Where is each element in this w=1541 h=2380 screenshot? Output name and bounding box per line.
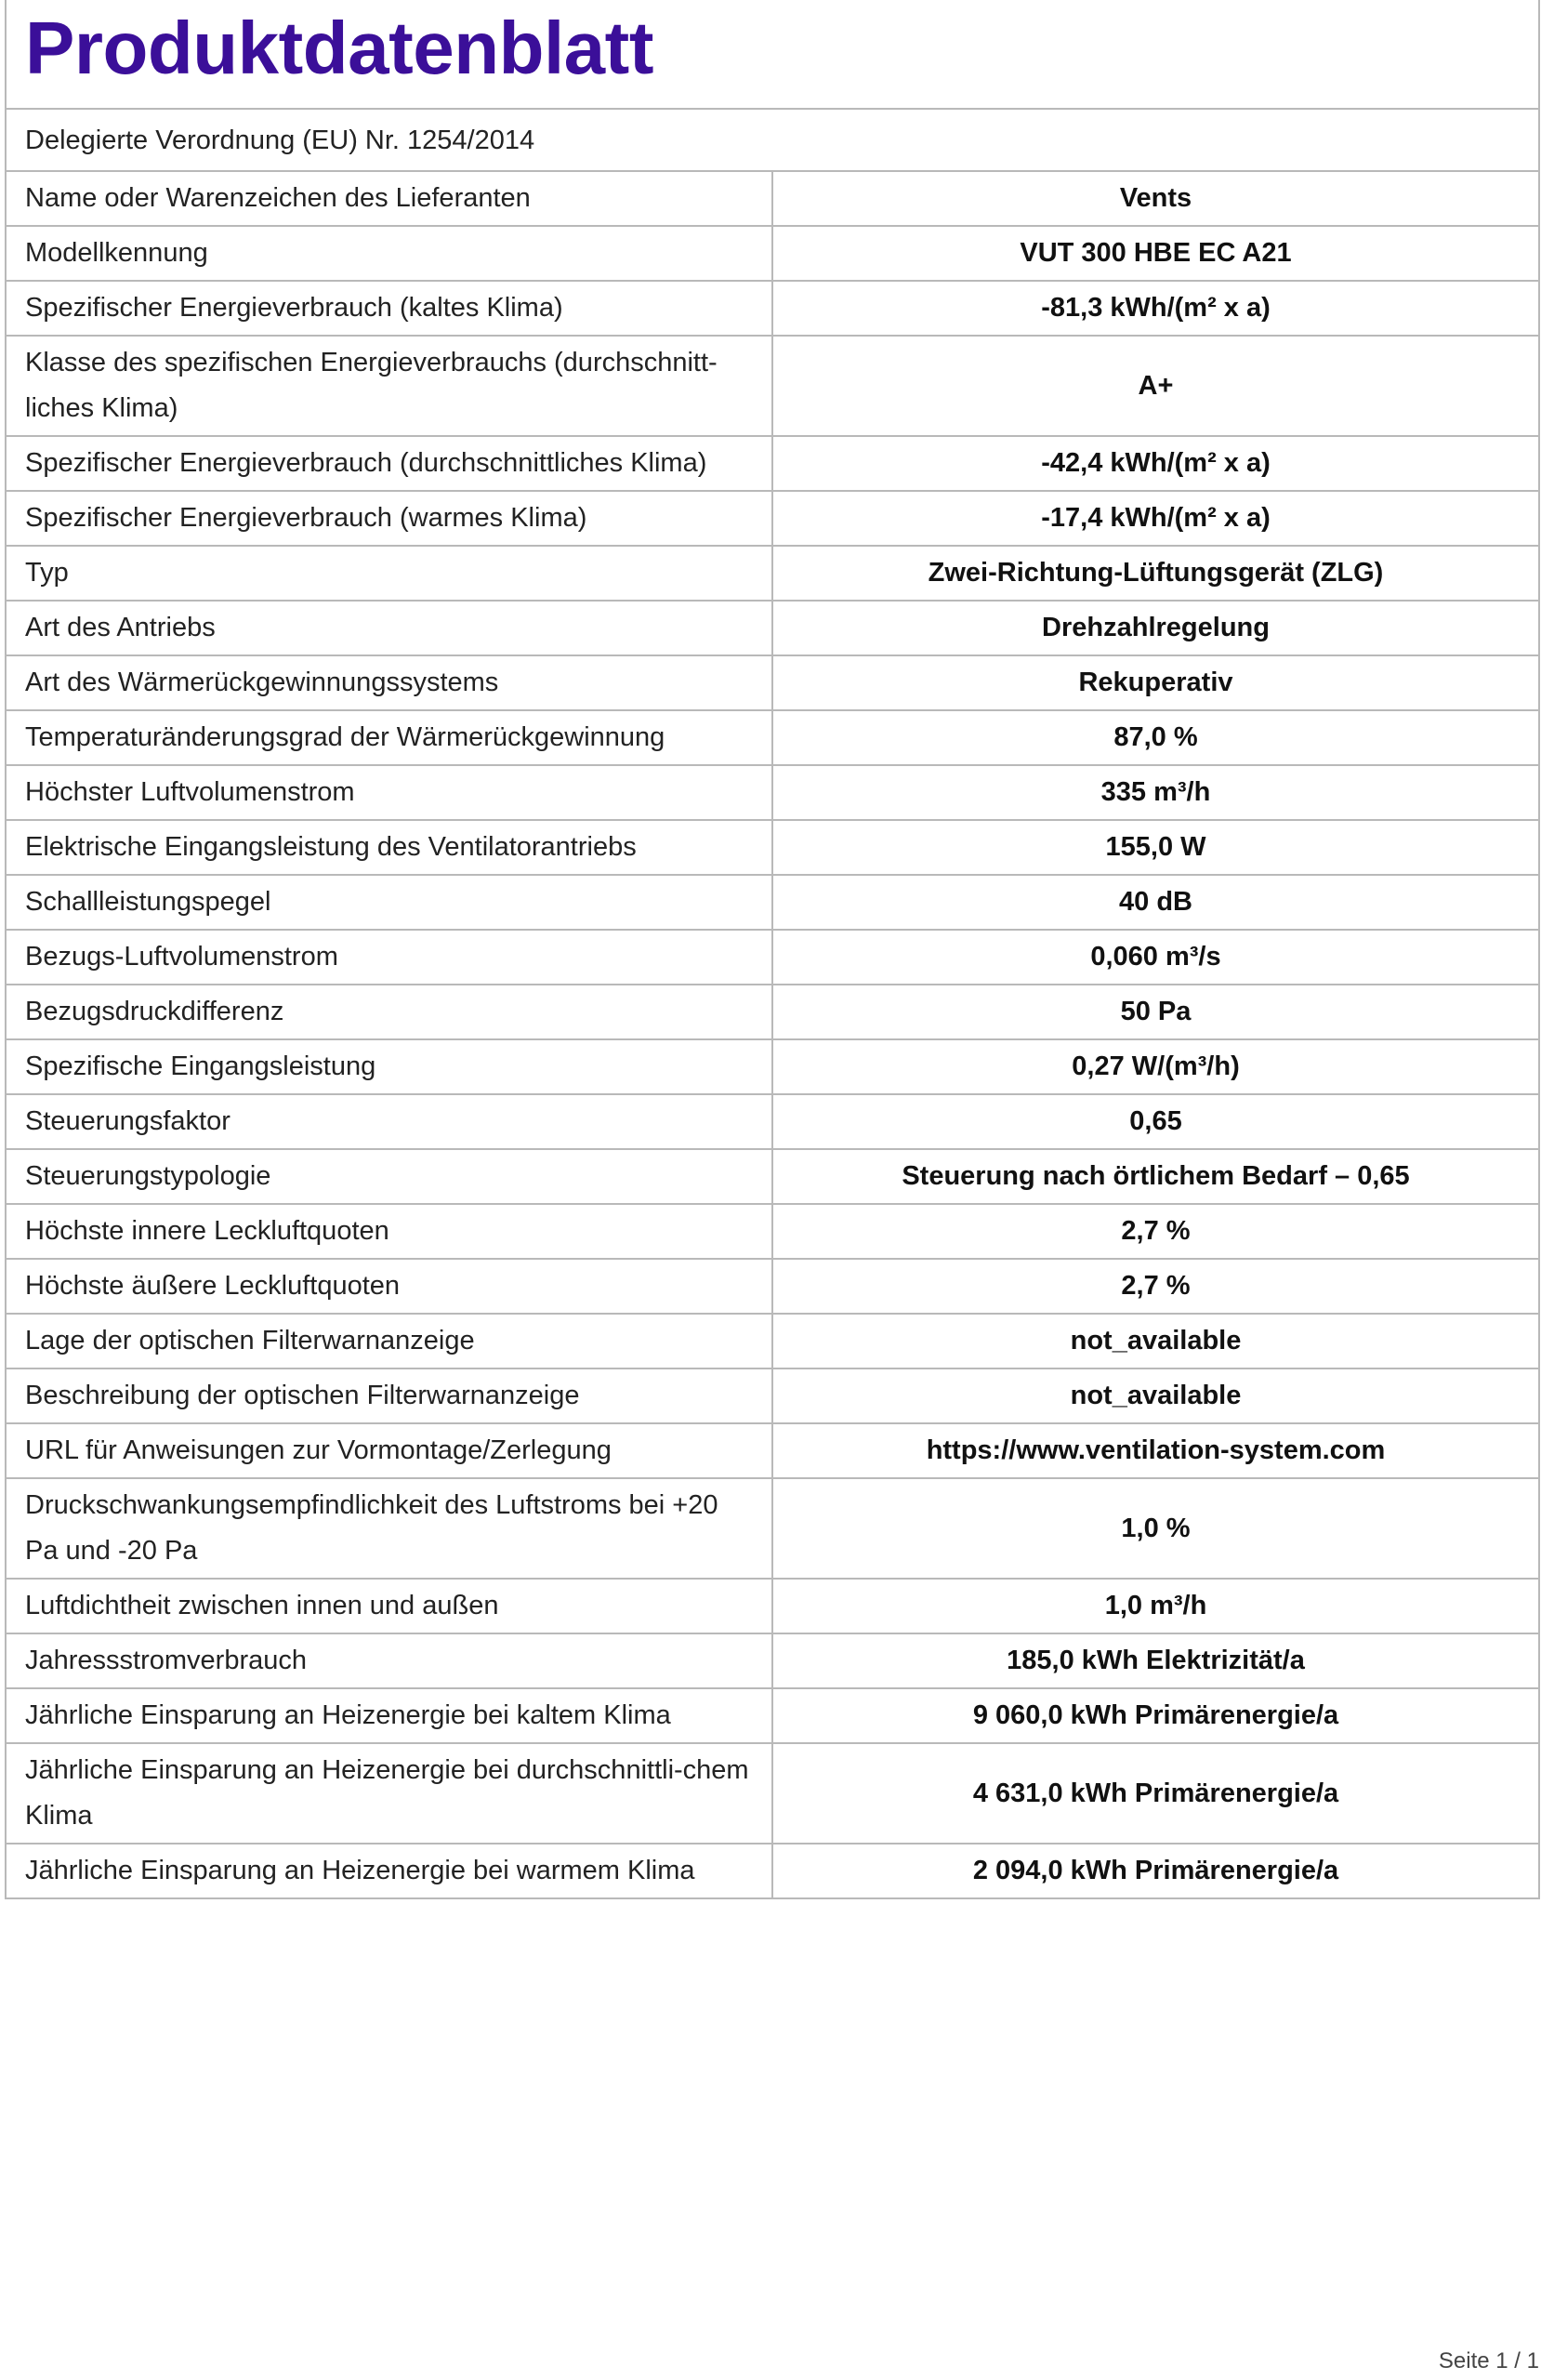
row-label: Steuerungstypologie [7, 1149, 772, 1204]
row-label: Steuerungsfaktor [7, 1094, 772, 1149]
row-label: Name oder Warenzeichen des Lieferanten [7, 172, 772, 226]
table-row [7, 1743, 1538, 1844]
row-label: Jährliche Einsparung an Heizenergie bei durchschnittli-chem Klima [7, 1743, 772, 1844]
table-row [7, 601, 1538, 655]
row-label: Höchste äußere Leckluftquoten [7, 1259, 772, 1314]
table-row [7, 765, 1538, 820]
page-number: Seite 1 / 1 [1438, 2348, 1539, 2373]
row-label: Art des Wärmerückgewinnungssystems [7, 655, 772, 710]
row-value: -81,3 kWh/(m² x a) [772, 281, 1538, 336]
table-row [7, 1688, 1538, 1743]
row-value: 2,7 % [772, 1259, 1538, 1314]
row-label: Höchster Luftvolumenstrom [7, 765, 772, 820]
table-row [7, 1478, 1538, 1579]
row-value: 335 m³/h [772, 765, 1538, 820]
row-value: -42,4 kWh/(m² x a) [772, 436, 1538, 491]
table-row [7, 1579, 1538, 1633]
row-label: URL für Anweisungen zur Vormontage/Zerlegung [7, 1423, 772, 1478]
row-value: VUT 300 HBE EC A21 [772, 226, 1538, 281]
row-label: Jährliche Einsparung an Heizenergie bei kaltem Klima [7, 1688, 772, 1743]
row-label: Höchste innere Leckluftquoten [7, 1204, 772, 1259]
row-value: 0,65 [772, 1094, 1538, 1149]
table-row [7, 655, 1538, 710]
table-row [7, 172, 1538, 226]
table-row [7, 1633, 1538, 1688]
row-value: Zwei-Richtung-Lüftungsgerät (ZLG) [772, 546, 1538, 601]
specification-table-body [7, 172, 1538, 1898]
row-label: Elektrische Eingangsleistung des Ventilatorantriebs [7, 820, 772, 875]
row-value: 87,0 % [772, 710, 1538, 765]
row-value: -17,4 kWh/(m² x a) [772, 491, 1538, 546]
table-row [7, 1314, 1538, 1368]
row-value: https://www.ventilation-system.com [772, 1423, 1538, 1478]
table-row [7, 546, 1538, 601]
row-label: Jahressstromverbrauch [7, 1633, 772, 1688]
specification-table [7, 172, 1538, 1899]
table-row [7, 1094, 1538, 1149]
row-value: 50 Pa [772, 985, 1538, 1039]
table-row [7, 985, 1538, 1039]
row-label: Spezifischer Energieverbrauch (kaltes Klima) [7, 281, 772, 336]
table-row [7, 281, 1538, 336]
row-value: 0,060 m³/s [772, 930, 1538, 985]
row-value: Steuerung nach örtlichem Bedarf – 0,65 [772, 1149, 1538, 1204]
row-value: Vents [772, 172, 1538, 226]
row-label: Luftdichtheit zwischen innen und außen [7, 1579, 772, 1633]
row-value: 9 060,0 kWh Primärenergie/a [772, 1688, 1538, 1743]
title-block [7, 0, 1538, 110]
row-label: Art des Antriebs [7, 601, 772, 655]
row-value: 40 dB [772, 875, 1538, 930]
row-label: Jährliche Einsparung an Heizenergie bei warmem Klima [7, 1844, 772, 1898]
table-row [7, 930, 1538, 985]
row-label: Spezifischer Energieverbrauch (durchschnittliches Klima) [7, 436, 772, 491]
row-value: not_available [772, 1368, 1538, 1423]
row-label: Klasse des spezifischen Energieverbrauchs (durchschnitt-liches Klima) [7, 336, 772, 436]
table-row [7, 1149, 1538, 1204]
row-label: Spezifische Eingangsleistung [7, 1039, 772, 1094]
table-row [7, 491, 1538, 546]
table-row [7, 1204, 1538, 1259]
row-value: 2 094,0 kWh Primärenergie/a [772, 1844, 1538, 1898]
row-value: 2,7 % [772, 1204, 1538, 1259]
row-label: Lage der optischen Filterwarnanzeige [7, 1314, 772, 1368]
row-value: 1,0 % [772, 1478, 1538, 1579]
row-value: Drehzahlregelung [772, 601, 1538, 655]
row-value: not_available [772, 1314, 1538, 1368]
row-value: Rekuperativ [772, 655, 1538, 710]
table-row [7, 820, 1538, 875]
table-row [7, 1259, 1538, 1314]
row-value: 1,0 m³/h [772, 1579, 1538, 1633]
row-label: Modellkennung [7, 226, 772, 281]
table-row [7, 710, 1538, 765]
row-value: 155,0 W [772, 820, 1538, 875]
row-label: Temperaturänderungsgrad der Wärmerückgewinnung [7, 710, 772, 765]
product-data-sheet [5, 0, 1540, 1899]
table-row [7, 436, 1538, 491]
row-value: A+ [772, 336, 1538, 436]
subtitle-block [7, 110, 1538, 172]
row-label: Beschreibung der optischen Filterwarnanzeige [7, 1368, 772, 1423]
row-label: Bezugsdruckdifferenz [7, 985, 772, 1039]
row-label: Typ [7, 546, 772, 601]
row-label: Druckschwankungsempfindlichkeit des Luftstroms bei +20 Pa und -20 Pa [7, 1478, 772, 1579]
row-label: Bezugs-Luftvolumenstrom [7, 930, 772, 985]
row-value: 0,27 W/(m³/h) [772, 1039, 1538, 1094]
table-row [7, 336, 1538, 436]
row-label: Spezifischer Energieverbrauch (warmes Klima) [7, 491, 772, 546]
table-row [7, 226, 1538, 281]
table-row [7, 1039, 1538, 1094]
page-title: Produktdatenblatt [25, 7, 653, 89]
table-row [7, 1423, 1538, 1478]
row-value: 4 631,0 kWh Primärenergie/a [772, 1743, 1538, 1844]
table-row [7, 1368, 1538, 1423]
row-label: Schallleistungspegel [7, 875, 772, 930]
regulation-reference: Delegierte Verordnung (EU) Nr. 1254/2014 [25, 126, 535, 155]
row-value: 185,0 kWh Elektrizität/a [772, 1633, 1538, 1688]
table-row [7, 875, 1538, 930]
table-row [7, 1844, 1538, 1898]
